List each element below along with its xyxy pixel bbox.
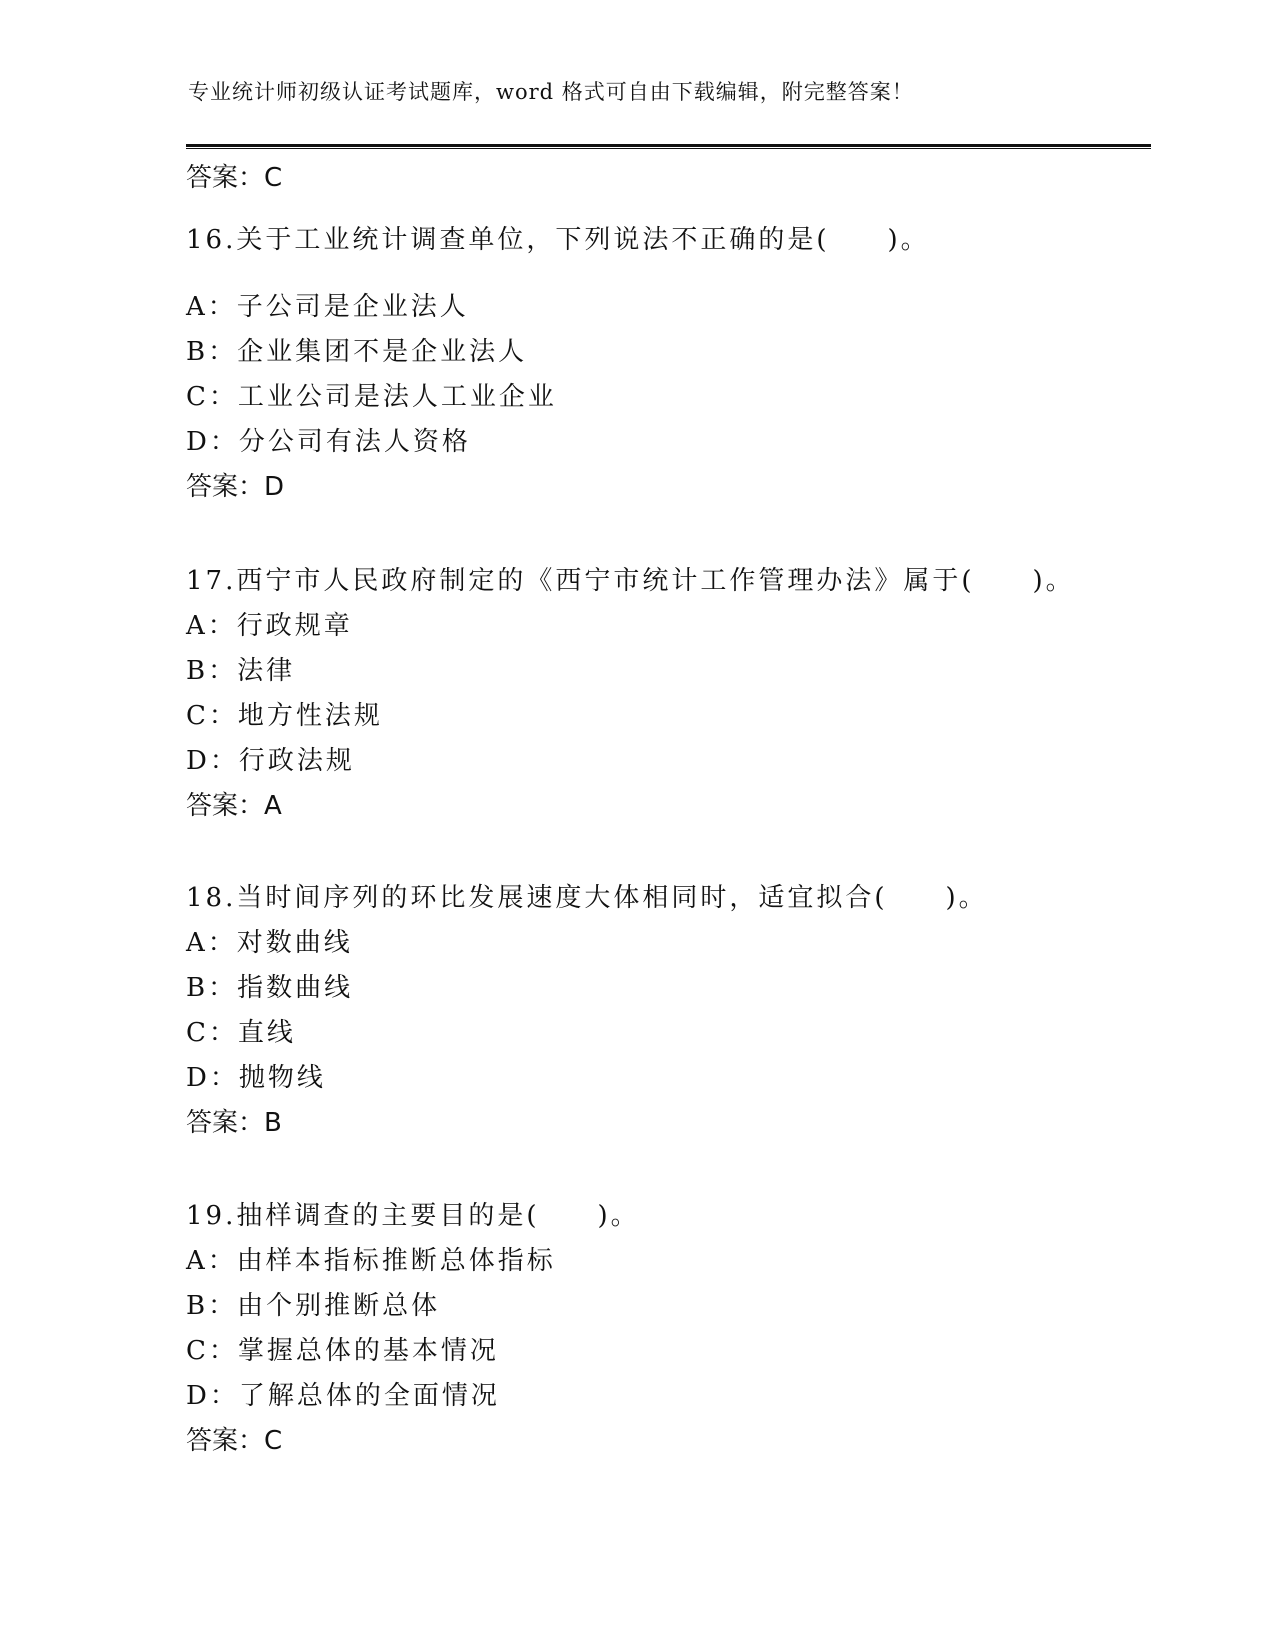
option-c: C：工业公司是法人工业企业 <box>186 382 557 412</box>
answer-line: 答案：A <box>186 791 282 821</box>
option-b: B：企业集团不是企业法人 <box>186 337 528 367</box>
answer-line: 答案：C <box>186 1426 283 1456</box>
option-b: B：由个别推断总体 <box>186 1291 441 1321</box>
option-a: A：子公司是企业法人 <box>186 292 469 322</box>
question-stem: 16.关于工业统计调查单位，下列说法不正确的是( )。 <box>186 225 930 255</box>
option-b: B：指数曲线 <box>186 973 354 1003</box>
option-d: D：行政法规 <box>186 746 355 776</box>
option-c: C：地方性法规 <box>186 701 383 731</box>
answer-line: 答案：B <box>186 1108 282 1138</box>
question-stem: 19.抽样调查的主要目的是( )。 <box>186 1201 640 1231</box>
option-d: D：抛物线 <box>186 1063 326 1093</box>
option-a: A：行政规章 <box>186 611 353 641</box>
option-d: D：分公司有法人资格 <box>186 427 471 457</box>
header-rule <box>186 144 1151 149</box>
option-a: A：由样本指标推断总体指标 <box>186 1246 556 1276</box>
option-b: B：法律 <box>186 656 296 686</box>
answer-line: 答案：C <box>186 163 283 193</box>
page-header: 专业统计师初级认证考试题库，word 格式可自由下载编辑，附完整答案！ <box>188 80 914 104</box>
answer-line: 答案：D <box>186 472 285 502</box>
option-d: D：了解总体的全面情况 <box>186 1381 500 1411</box>
option-a: A：对数曲线 <box>186 928 353 958</box>
option-c: C：掌握总体的基本情况 <box>186 1336 499 1366</box>
question-stem: 17.西宁市人民政府制定的《西宁市统计工作管理办法》属于( )。 <box>186 566 1075 596</box>
option-c: C：直线 <box>186 1018 296 1048</box>
question-stem: 18.当时间序列的环比发展速度大体相同时，适宜拟合( )。 <box>186 883 988 913</box>
